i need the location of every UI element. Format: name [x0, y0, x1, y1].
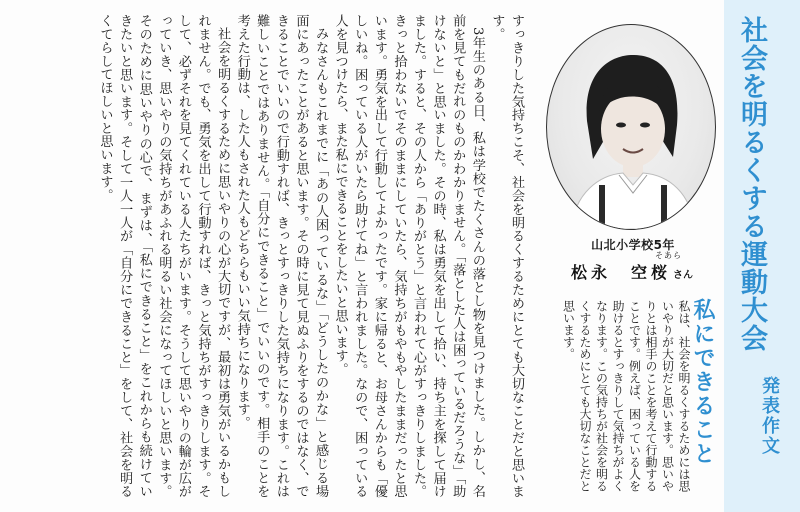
intro-text: 私は、社会を明るくするためには思いやりが大切だと思います。思いやりとは相手のことを考えて行動することです。例えば、困っている人を助けるとすっきりして気持ちがよくなります。この気持ちが社会を明るくするためにとても大切なことだと思います。 — [561, 300, 691, 492]
essay-paragraph: 社会を明るくするために思いやりの心が大切ですが、最初は勇気がいるかもしれません。でも、勇気を出して行動すれば、きっと気持ちがすっきりします。そして、必ずそれを見てくれている人たちがいます。そうして思いやりの輪が広がっていき、思いやりの気持ちがあふれる明るい社会になってほしいと思います。そのために思いやりの心で、まずは、「私にできること」をこれからも続けていきたいと思います。そして一人一人が「自分にできること」をして、社会を明るくてらしてほしいと思います。 — [97, 14, 231, 498]
essay-title: 私にできること — [690, 298, 715, 466]
author-name — [571, 251, 701, 283]
essay-paragraph: すっきりした気持ちこそ、社会を明るくするためにとても大切なことだと思います。 — [489, 14, 524, 498]
essay-paragraph: 3年生のある日、私は学校でたくさんの落とし物を見つけました。しかし、名前を見てもだれのものかわかりません。「落とした人は困っているだろうな」「助けないと」と思いました。その時、私は勇気を出して拾い、持ち主を探して届けました。すると、その人から「ありがとう」と言われて心がすっきりしました。きっと拾わないでそのままにしていたら、気持ちがもやもやしたままだったと思います。勇気を出して行動してよかったです。家に帰ると、お母さんからも「優しいね。困っている人がいたら助けてね」と言われました。なので、困っている人を見つけたら、また私にできることをしたいと思います。 — [332, 14, 485, 498]
portrait-illustration — [547, 25, 715, 229]
essay-paragraph: みなさんもこれまでに「あの人困っているな」「どうしたのかな」と感じる場面にあったことがあると思います。その時に見て見ぬふりをするのではなく、できることでいいので行動すれば、きっとすっきりした気持ちになります。これは難しいことではありません。「自分にできること」でいいのです。相手のことを考えた行動は、した人もされた人もどちらもいい気持ちになります。 — [234, 14, 329, 498]
essay-body — [14, 14, 526, 498]
name-ruby: そあら — [655, 251, 682, 260]
honorific: さん — [673, 270, 694, 281]
intro-block — [536, 298, 716, 498]
name-text: 松永 空桜 — [571, 263, 672, 282]
author-school: 山北小学校5年 — [591, 238, 675, 252]
portrait-photo — [546, 24, 716, 230]
event-title: 社会を明るくする運動大会 — [736, 16, 767, 352]
author-photo — [546, 24, 714, 228]
essay-column — [14, 14, 526, 498]
event-subtitle: 発表作文 — [759, 376, 780, 456]
